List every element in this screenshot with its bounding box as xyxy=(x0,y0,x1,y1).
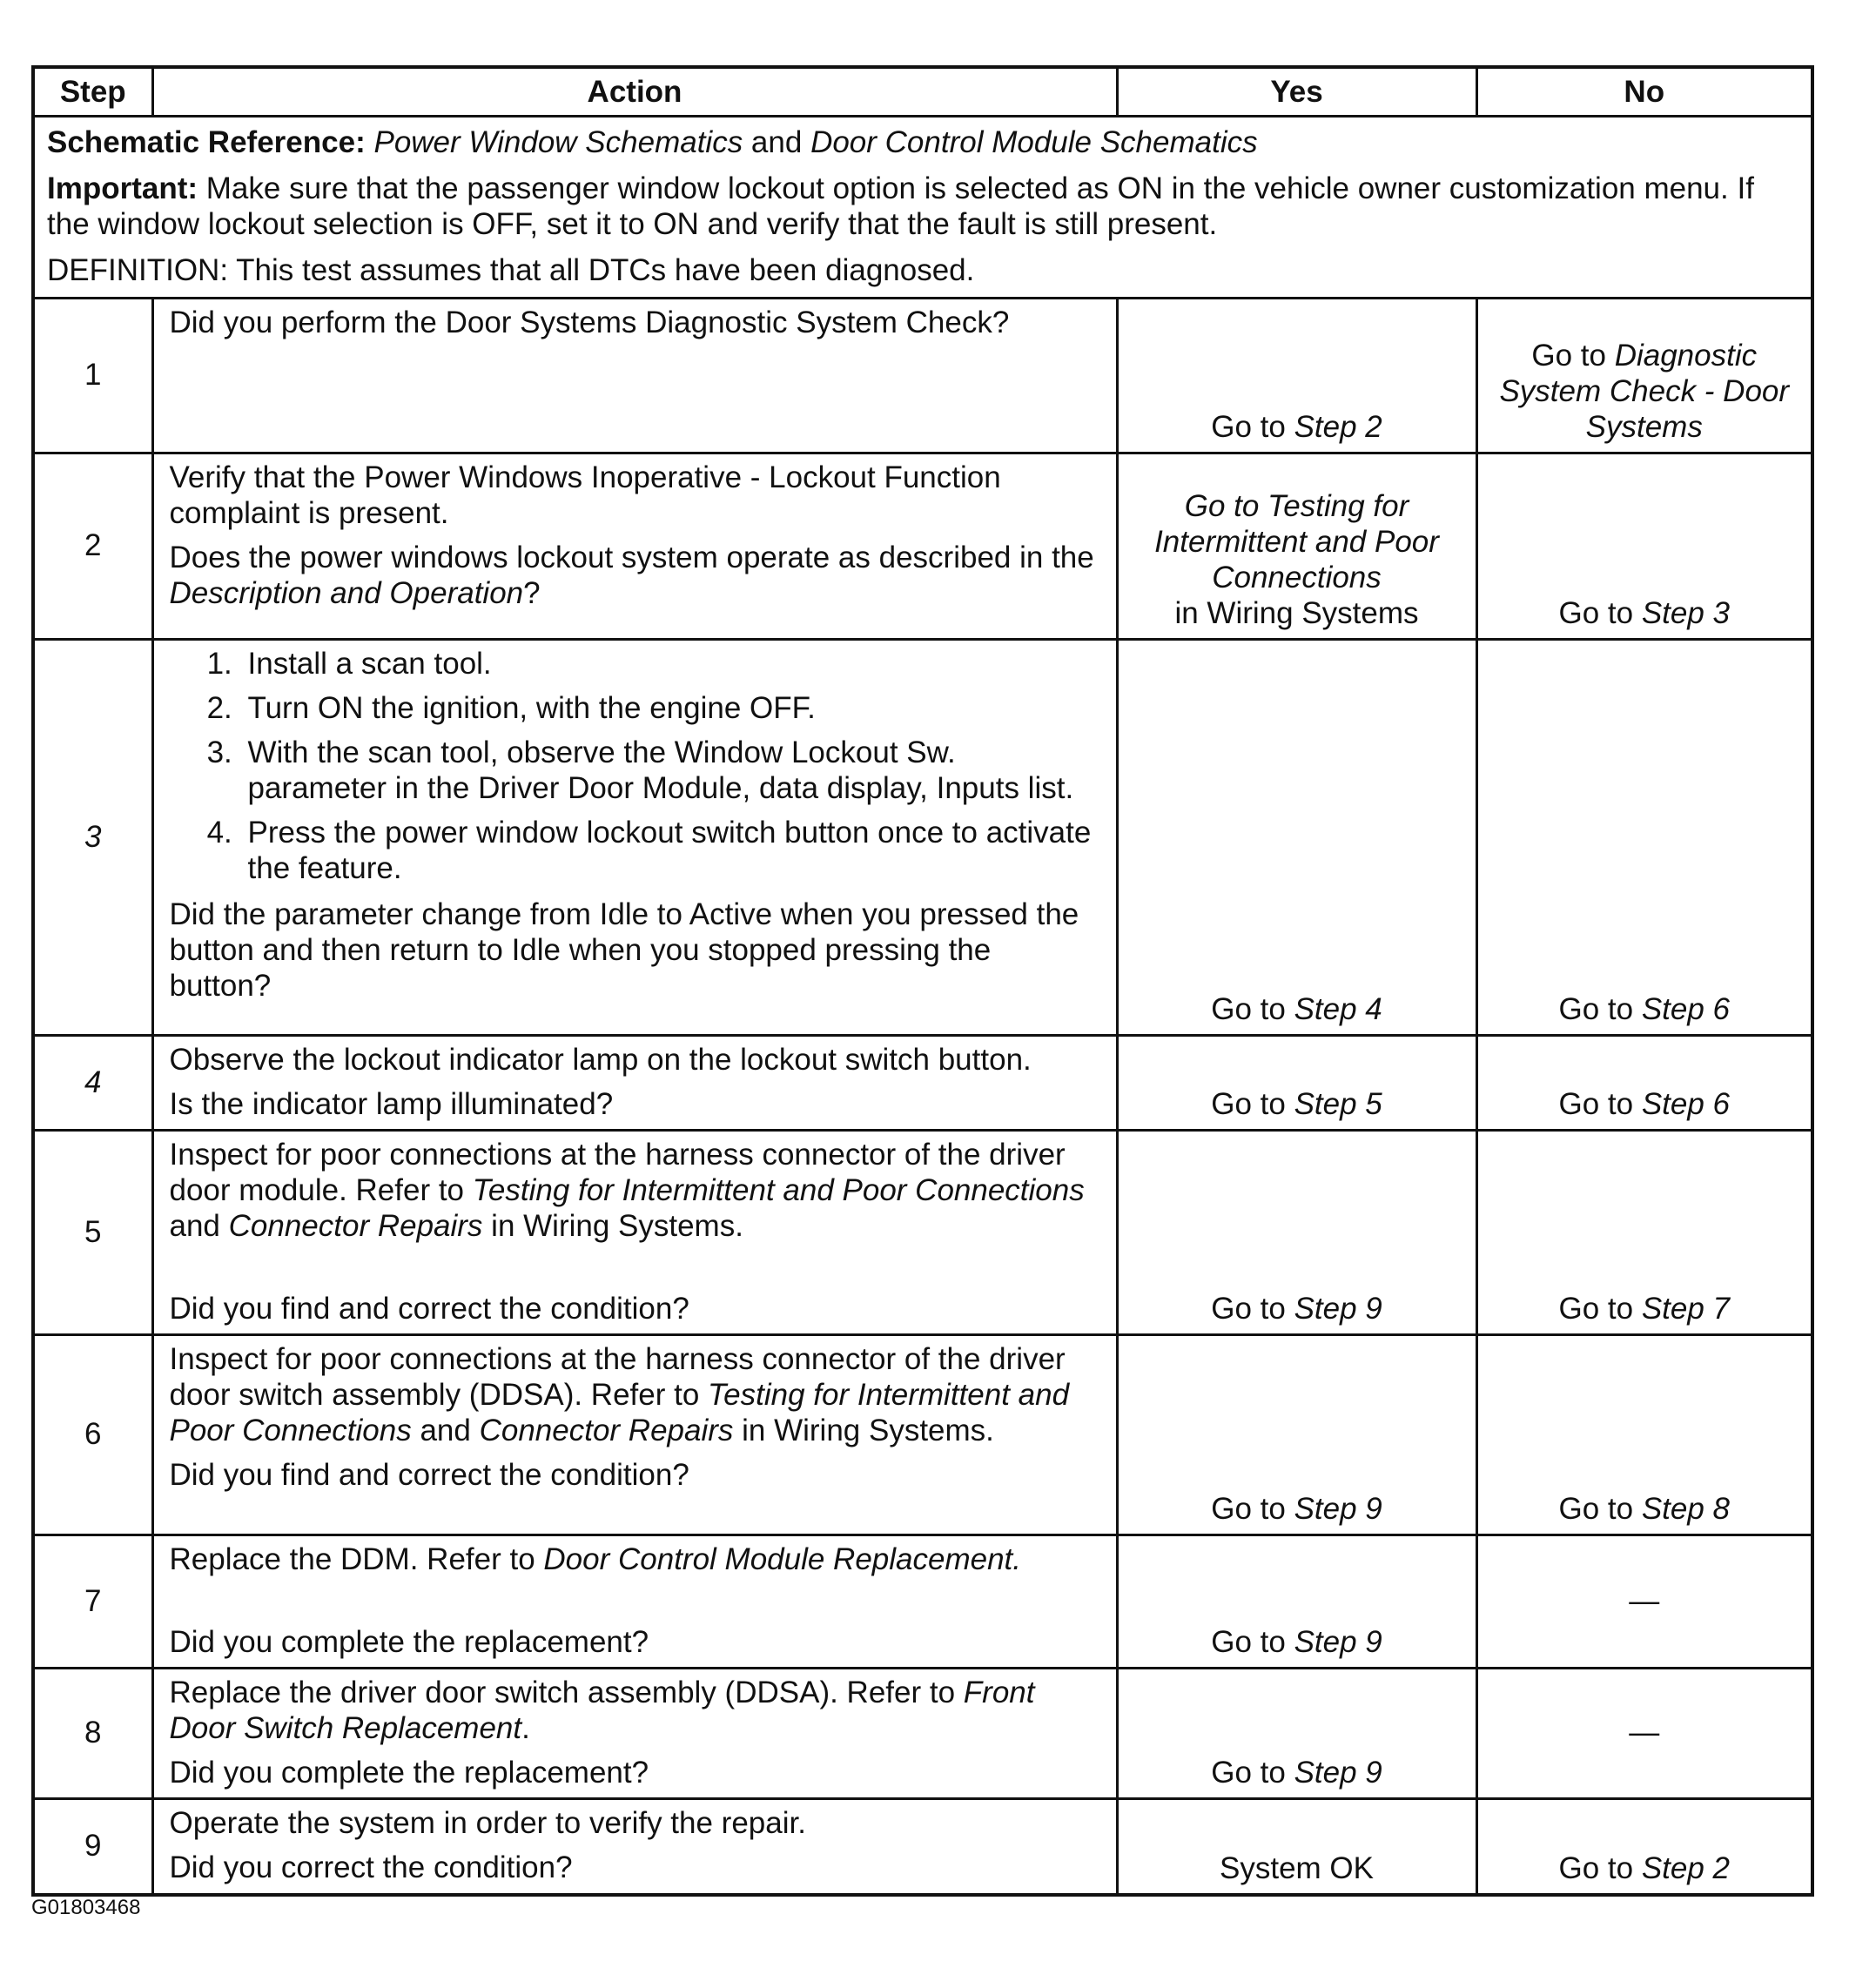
connector-repairs-ref: Connector Repairs xyxy=(228,1209,483,1243)
info-row xyxy=(33,117,1812,299)
no-prefix: Go to xyxy=(1558,1492,1642,1526)
yes-prefix: Go to xyxy=(1211,410,1294,444)
yes-cell xyxy=(1117,1335,1476,1535)
yes-cell: System OK xyxy=(1117,1799,1476,1895)
action-cell xyxy=(152,299,1117,453)
replacement-ref: Front Door Switch Replacement xyxy=(169,1676,1035,1745)
action-text: Operate the system in order to verify the repair. xyxy=(169,1806,806,1840)
table-row xyxy=(33,1036,1812,1131)
action-text xyxy=(170,1675,1100,1746)
important-text: Make sure that the passenger window lockout option is selected as ON in the vehicle owner customization menu. If the window lockout selection is OFF, set it to ON and verify that the fault is still present. xyxy=(47,171,1754,241)
document-reference-id: G01803468 xyxy=(31,1896,141,1919)
yes-cell xyxy=(1117,453,1476,640)
no-prefix: Go to xyxy=(1558,1850,1642,1885)
replacement-ref: Door Control Module Replacement. xyxy=(543,1542,1022,1576)
header-step: Step xyxy=(33,67,152,117)
action-cell xyxy=(152,1535,1117,1669)
no-cell xyxy=(1476,299,1812,453)
no-step-link: Step 3 xyxy=(1641,596,1731,630)
table-row xyxy=(33,1335,1812,1535)
action-question: Did you complete the replacement? xyxy=(169,1756,649,1790)
yes-step-link: Step 2 xyxy=(1294,410,1382,444)
schematic-ref-power-window: Power Window Schematics xyxy=(373,125,743,159)
action-text-a: Replace the driver door switch assembly (DDSA). Refer to xyxy=(169,1676,964,1709)
action-cell xyxy=(152,1131,1117,1335)
table-row xyxy=(33,1799,1812,1895)
yes-cell xyxy=(1117,1131,1476,1335)
step-number: 7 xyxy=(33,1535,152,1669)
list-item: 4. Press the power window lockout switch button once to activate the feature. xyxy=(241,815,1100,886)
no-prefix: Go to xyxy=(1558,992,1642,1026)
no-cell xyxy=(1476,640,1812,1036)
step-number: 3 xyxy=(33,640,152,1036)
table-row xyxy=(33,1669,1812,1799)
no-cell xyxy=(1476,1036,1812,1131)
no-cell xyxy=(1476,1799,1812,1895)
yes-step-link: Step 9 xyxy=(1294,1625,1382,1659)
table-header-row xyxy=(33,67,1812,117)
connector-repairs-ref: Connector Repairs xyxy=(479,1414,734,1447)
procedure-list xyxy=(170,646,1100,886)
question-text: Does the power windows lockout system operate as described in the xyxy=(169,541,1094,574)
action-cell xyxy=(152,1669,1117,1799)
action-cell xyxy=(152,1799,1117,1895)
no-cell xyxy=(1476,1131,1812,1335)
action-text xyxy=(170,1137,1100,1244)
table-row xyxy=(33,640,1812,1036)
question-end: ? xyxy=(523,576,541,610)
important-label: Important: xyxy=(47,171,198,205)
action-text-a: Replace the DDM. Refer to xyxy=(169,1542,544,1576)
yes-step-link: Step 9 xyxy=(1294,1492,1382,1526)
action-text-a: Inspect for poor connections at the harness connector of the driver door switch assembly (DDSA). Refer to xyxy=(169,1342,1066,1412)
action-text: Verify that the Power Windows Inoperative - Lockout Function complaint is present. xyxy=(169,460,1001,530)
no-cell xyxy=(1476,1335,1812,1535)
list-item: 2. Turn ON the ignition, with the engine OFF. xyxy=(241,690,1100,726)
action-cell xyxy=(152,453,1117,640)
action-question xyxy=(170,540,1100,611)
yes-prefix: Go to xyxy=(1211,1492,1294,1526)
no-step-link: Step 7 xyxy=(1641,1292,1731,1326)
schematic-and: and xyxy=(743,125,811,159)
step-number: 9 xyxy=(33,1799,152,1895)
step-number: 2 xyxy=(33,453,152,640)
yes-cell xyxy=(1117,640,1476,1036)
no-prefix: Go to xyxy=(1531,339,1615,373)
list-item: 1. Install a scan tool. xyxy=(241,646,1100,682)
yes-prefix: Go to xyxy=(1211,1087,1294,1121)
no-step-link: Step 6 xyxy=(1641,1087,1731,1121)
yes-step-link: Go to Testing for Intermittent and Poor Connections xyxy=(1154,489,1439,594)
no-step-link: Step 8 xyxy=(1641,1492,1731,1526)
table-row xyxy=(33,1535,1812,1669)
action-text: Did you perform the Door Systems Diagnostic System Check? xyxy=(169,306,1010,339)
yes-step-link: Step 5 xyxy=(1294,1087,1382,1121)
action-question: Is the indicator lamp illuminated? xyxy=(169,1087,614,1121)
schematic-ref-door-module: Door Control Module Schematics xyxy=(810,125,1258,159)
testing-ref: Testing for Intermittent and Poor Connections xyxy=(472,1173,1085,1207)
action-cell xyxy=(152,1335,1117,1535)
testing-ref: Testing for Intermittent and Poor Connections xyxy=(169,1378,1070,1447)
list-item: 3. With the scan tool, observe the Window Lockout Sw. parameter in the Driver Door Module, data display, Inputs list. xyxy=(241,735,1100,806)
no-cell: — xyxy=(1476,1535,1812,1669)
table-row xyxy=(33,453,1812,640)
no-prefix: Go to xyxy=(1558,1087,1642,1121)
no-step-link: Diagnostic System Check - Door Systems xyxy=(1499,339,1790,444)
schematic-reference xyxy=(47,124,1799,160)
yes-cell xyxy=(1117,1036,1476,1131)
action-cell xyxy=(152,640,1117,1036)
no-step-link: Step 6 xyxy=(1641,992,1731,1026)
step-number: 8 xyxy=(33,1669,152,1799)
header-action: Action xyxy=(152,67,1117,117)
action-question: Did you find and correct the condition? xyxy=(169,1292,689,1326)
table-row xyxy=(33,299,1812,453)
important-note xyxy=(47,171,1799,242)
action-and: and xyxy=(411,1414,480,1447)
action-question: Did you correct the condition? xyxy=(169,1850,573,1884)
step-number: 4 xyxy=(33,1036,152,1131)
action-text-b: . xyxy=(521,1711,530,1745)
action-text-b: in Wiring Systems. xyxy=(733,1414,994,1447)
yes-prefix: Go to xyxy=(1211,1292,1294,1326)
yes-prefix: Go to xyxy=(1211,1625,1294,1659)
no-prefix: Go to xyxy=(1558,1292,1642,1326)
action-and: and xyxy=(169,1209,229,1243)
action-question: Did the parameter change from Idle to Active when you pressed the button and then return to Idle when you stopped pressing the button? xyxy=(169,897,1079,1003)
action-text xyxy=(170,1341,1100,1448)
yes-cell xyxy=(1117,1535,1476,1669)
description-operation-ref: Description and Operation xyxy=(169,576,524,610)
action-question: Did you find and correct the condition? xyxy=(169,1458,689,1492)
action-text-a: Inspect for poor connections at the harness connector of the driver door module. Refer to xyxy=(169,1138,1066,1207)
header-no: No xyxy=(1476,67,1812,117)
no-step-link: Step 2 xyxy=(1641,1850,1731,1885)
header-yes: Yes xyxy=(1117,67,1476,117)
yes-step-link: Step 4 xyxy=(1294,992,1382,1026)
yes-cell xyxy=(1117,1669,1476,1799)
action-cell xyxy=(152,1036,1117,1131)
yes-step-link: Step 9 xyxy=(1294,1756,1382,1790)
action-text xyxy=(170,1541,1100,1577)
no-cell xyxy=(1476,453,1812,640)
step-number: 1 xyxy=(33,299,152,453)
no-cell: — xyxy=(1476,1669,1812,1799)
yes-step-link: Step 9 xyxy=(1294,1292,1382,1326)
yes-prefix: Go to xyxy=(1211,992,1294,1026)
info-cell xyxy=(33,117,1812,299)
diagnostic-table xyxy=(31,65,1814,1897)
yes-prefix: Go to xyxy=(1211,1756,1294,1790)
action-question: Did you complete the replacement? xyxy=(169,1625,649,1659)
step-number: 6 xyxy=(33,1335,152,1535)
definition-note: DEFINITION: This test assumes that all DTCs have been diagnosed. xyxy=(47,253,975,287)
action-text-b: in Wiring Systems. xyxy=(482,1209,743,1243)
no-prefix: Go to xyxy=(1558,596,1642,630)
schematic-label: Schematic Reference: xyxy=(47,125,366,159)
yes-cell xyxy=(1117,299,1476,453)
yes-suffix: in Wiring Systems xyxy=(1174,596,1419,630)
step-number: 5 xyxy=(33,1131,152,1335)
table-row xyxy=(33,1131,1812,1335)
action-text: Observe the lockout indicator lamp on the lockout switch button. xyxy=(169,1043,1032,1077)
